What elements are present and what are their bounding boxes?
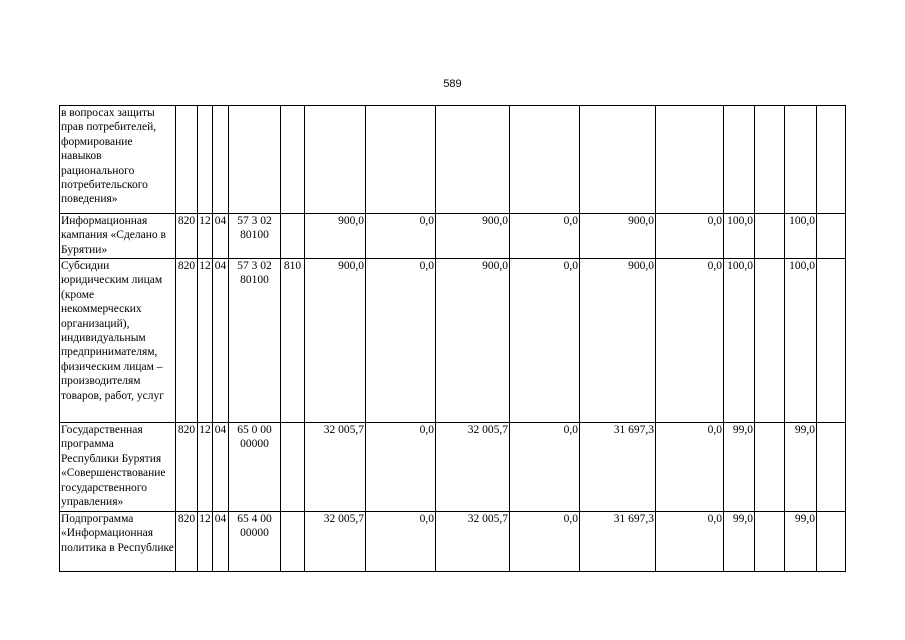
- value-cell: 32 005,7: [436, 423, 510, 512]
- value-cell: 99,0: [724, 512, 755, 572]
- row-name: Подпрограмма «Информационная политика в Республике: [60, 512, 176, 572]
- value-cell: [510, 106, 580, 214]
- value-cell: [366, 106, 436, 214]
- subsection-code: 04: [213, 259, 229, 423]
- subsection-code: 04: [213, 512, 229, 572]
- table-row: [60, 512, 846, 572]
- table-row: [60, 259, 846, 423]
- value-cell: [724, 106, 755, 214]
- value-cell: 32 005,7: [305, 512, 366, 572]
- value-cell: 32 005,7: [436, 512, 510, 572]
- table-row: [60, 423, 846, 512]
- row-name: в вопросах защиты прав потребителей, формирование навыков рационального потребительского поведения»: [60, 106, 176, 214]
- value-cell: 900,0: [305, 214, 366, 259]
- value-cell: 0,0: [510, 423, 580, 512]
- value-cell: 900,0: [580, 259, 656, 423]
- row-name: Субсидии юридическим лицам (кроме некоммерческих организаций), индивидуальным предпринимателям, физическим лицам – производителям товаров, работ, услуг: [60, 259, 176, 423]
- value-cell: [817, 423, 846, 512]
- value-cell: [817, 512, 846, 572]
- section-code: 12: [198, 512, 213, 572]
- value-cell: 900,0: [305, 259, 366, 423]
- ministry-code: 820: [176, 214, 198, 259]
- value-cell: 32 005,7: [305, 423, 366, 512]
- expense-type-code: [281, 214, 305, 259]
- target-code: 65 0 00 00000: [229, 423, 281, 512]
- value-cell: 99,0: [785, 423, 817, 512]
- section-code: [198, 106, 213, 214]
- row-name: Государственная программа Республики Бурятия «Совершенствование государственного управления»: [60, 423, 176, 512]
- value-cell: 31 697,3: [580, 512, 656, 572]
- target-code: 57 3 02 80100: [229, 259, 281, 423]
- expense-type-code: [281, 106, 305, 214]
- ministry-code: 820: [176, 512, 198, 572]
- table-row: [60, 214, 846, 259]
- value-cell: 0,0: [510, 214, 580, 259]
- value-cell: 100,0: [724, 259, 755, 423]
- value-cell: [755, 214, 785, 259]
- value-cell: [755, 259, 785, 423]
- value-cell: [580, 106, 656, 214]
- target-code: [229, 106, 281, 214]
- value-cell: 0,0: [510, 259, 580, 423]
- value-cell: 31 697,3: [580, 423, 656, 512]
- value-cell: 99,0: [724, 423, 755, 512]
- expense-type-code: 810: [281, 259, 305, 423]
- value-cell: 0,0: [656, 512, 724, 572]
- value-cell: 900,0: [436, 259, 510, 423]
- value-cell: [305, 106, 366, 214]
- ministry-code: 820: [176, 423, 198, 512]
- value-cell: 0,0: [366, 512, 436, 572]
- page-number: 589: [443, 78, 462, 90]
- section-code: 12: [198, 259, 213, 423]
- value-cell: 100,0: [785, 259, 817, 423]
- value-cell: 99,0: [785, 512, 817, 572]
- section-code: 12: [198, 214, 213, 259]
- expense-type-code: [281, 423, 305, 512]
- target-code: 65 4 00 00000: [229, 512, 281, 572]
- value-cell: [817, 106, 846, 214]
- value-cell: [436, 106, 510, 214]
- value-cell: [755, 106, 785, 214]
- value-cell: 900,0: [580, 214, 656, 259]
- subsection-code: [213, 106, 229, 214]
- value-cell: 0,0: [366, 423, 436, 512]
- value-cell: [817, 214, 846, 259]
- value-cell: 0,0: [656, 259, 724, 423]
- value-cell: [656, 106, 724, 214]
- value-cell: 0,0: [366, 214, 436, 259]
- value-cell: 0,0: [510, 512, 580, 572]
- expense-type-code: [281, 512, 305, 572]
- value-cell: 900,0: [436, 214, 510, 259]
- subsection-code: 04: [213, 423, 229, 512]
- value-cell: [755, 512, 785, 572]
- subsection-code: 04: [213, 214, 229, 259]
- value-cell: 100,0: [785, 214, 817, 259]
- value-cell: 100,0: [724, 214, 755, 259]
- table-row: [60, 106, 846, 214]
- value-cell: [755, 423, 785, 512]
- value-cell: [785, 106, 817, 214]
- row-name: Информационная кампания «Сделано в Бурятии»: [60, 214, 176, 259]
- target-code: 57 3 02 80100: [229, 214, 281, 259]
- value-cell: [817, 259, 846, 423]
- ministry-code: [176, 106, 198, 214]
- budget-table: [59, 105, 846, 572]
- value-cell: 0,0: [366, 259, 436, 423]
- section-code: 12: [198, 423, 213, 512]
- value-cell: 0,0: [656, 214, 724, 259]
- ministry-code: 820: [176, 259, 198, 423]
- value-cell: 0,0: [656, 423, 724, 512]
